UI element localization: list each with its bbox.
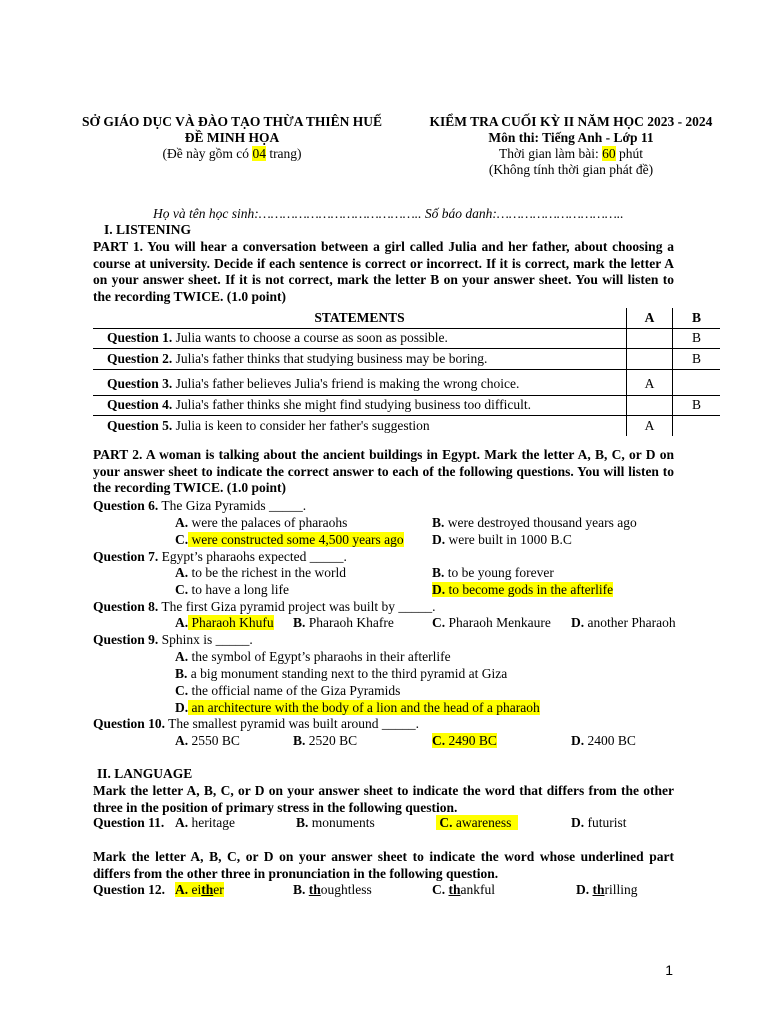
section-language-title: II. LANGUAGE [97, 766, 193, 781]
table-row: Question 5. Julia is keen to consider her father's suggestion A [93, 416, 720, 436]
q12-option-b[interactable]: B. thoughtless [293, 882, 372, 897]
q10-option-c[interactable]: C. 2490 BC [432, 733, 497, 748]
question-8-stem: Question 8. The first Giza pyramid project was built by _____. [93, 599, 436, 614]
statements-table [93, 308, 720, 436]
q9-option-b[interactable]: B. a big monument standing next to the third pyramid at Giza [175, 666, 508, 681]
table-header-a: A [627, 308, 673, 328]
q7-option-b[interactable]: B. to be young forever [432, 565, 554, 580]
q11-option-d[interactable]: D. futurist [571, 815, 627, 830]
q7-option-d[interactable]: D. to become gods in the afterlife [432, 582, 614, 597]
q9-option-d[interactable]: D. an architecture with the body of a lion and the head of a pharaoh [175, 700, 540, 715]
question-6-stem: Question 6. The Giza Pyramids _____. [93, 498, 307, 513]
q7-option-a[interactable]: A. to be the richest in the world [175, 565, 346, 580]
table-header-statements: STATEMENTS [93, 308, 627, 328]
question-7-stem: Question 7. Egypt’s pharaohs expected _____. [93, 549, 347, 564]
exam-title: KIỂM TRA CUỐI KỲ II NĂM HỌC 2023 - 2024 [429, 114, 713, 129]
page-number: 1 [665, 962, 673, 978]
q6-option-a[interactable]: A. were the palaces of pharaohs [175, 515, 348, 530]
time-limit: Thời gian làm bài: 60 phút [498, 146, 643, 161]
q12-option-c[interactable]: C. thankful [432, 882, 496, 897]
table-row: Question 2. Julia's father thinks that studying business may be boring. B [93, 349, 720, 370]
q8-option-b[interactable]: B. Pharaoh Khafre [293, 615, 394, 630]
subject: Môn thi: Tiếng Anh - Lớp 11 [488, 130, 654, 145]
table-row: Question 3. Julia's father believes Julia's friend is making the wrong choice. A [93, 369, 720, 395]
time-note: (Không tính thời gian phát đề) [488, 162, 654, 177]
page-count: (Đề này gồm có 04 trang) [162, 146, 302, 161]
q7-option-c[interactable]: C. to have a long life [175, 582, 289, 597]
q11-option-b[interactable]: B. monuments [296, 815, 375, 830]
table-header-b: B [673, 308, 721, 328]
q8-option-c[interactable]: C. Pharaoh Menkaure [432, 615, 551, 630]
part1-instructions: PART 1. You will hear a conversation between a girl called Julia and her father, about choosing a course at university. Decide if each sentence is correct or incorrect. If it is correct, mark the letter A on your answer sheet. If it is not correct, mark the letter B on your answer sheet. You will listen to the recording TWICE. (1.0 point) [93, 239, 674, 304]
q8-option-d[interactable]: D. another Pharaoh [571, 615, 676, 630]
header-left [62, 114, 402, 162]
q11-option-c[interactable]: C. awareness [436, 815, 518, 831]
question-9-stem: Question 9. Sphinx is _____. [93, 632, 253, 647]
q11-option-a[interactable]: A. heritage [175, 815, 235, 830]
stress-instructions: Mark the letter A, B, C, or D on your answer sheet to indicate the word that differs from the other three in the position of primary stress in the following question. [93, 783, 674, 815]
q6-option-b[interactable]: B. were destroyed thousand years ago [432, 515, 637, 530]
q9-option-c[interactable]: C. the official name of the Giza Pyramids [175, 683, 401, 698]
q6-option-d[interactable]: D. were built in 1000 B.C [432, 532, 572, 547]
q12-option-d[interactable]: D. thrilling [576, 882, 638, 897]
q6-option-c[interactable]: C. were constructed some 4,500 years ago [175, 532, 404, 547]
question-11-label: Question 11. [93, 815, 165, 830]
exam-type: ĐỀ MINH HỌA [184, 130, 280, 145]
q10-option-d[interactable]: D. 2400 BC [571, 733, 636, 748]
q10-option-a[interactable]: A. 2550 BC [175, 733, 240, 748]
student-info-line: Họ và tên học sinh:………………………………….. Số báo danh:………………………….. [153, 206, 624, 221]
q8-option-a[interactable]: A. Pharaoh Khufu [175, 615, 274, 630]
header-right [416, 114, 726, 178]
question-12-label: Question 12. [93, 882, 166, 897]
section-listening-title: I. LISTENING [104, 222, 192, 237]
q10-option-b[interactable]: B. 2520 BC [293, 733, 358, 748]
pronunciation-instructions: Mark the letter A, B, C, or D on your answer sheet to indicate the word whose underlined part differs from the other three in pronunciation in the following question. [93, 849, 674, 881]
q9-option-a[interactable]: A. the symbol of Egypt’s pharaohs in their afterlife [175, 649, 451, 664]
table-row: Question 4. Julia's father thinks she might find studying business too difficult. B [93, 395, 720, 416]
question-10-stem: Question 10. The smallest pyramid was built around _____. [93, 716, 419, 731]
part2-instructions: PART 2. A woman is talking about the ancient buildings in Egypt. Mark the letter A, B, C, or D on your answer sheet to indicate the correct answer to each of the following questions. You will listen to the recording TWICE. (1.0 point) [93, 447, 674, 495]
table-row: Question 1. Julia wants to choose a course as soon as possible. B [93, 328, 720, 349]
department-name: SỞ GIÁO DỤC VÀ ĐÀO TẠO THỪA THIÊN HUẾ [81, 114, 383, 129]
q12-option-a[interactable]: A. either [175, 882, 224, 897]
